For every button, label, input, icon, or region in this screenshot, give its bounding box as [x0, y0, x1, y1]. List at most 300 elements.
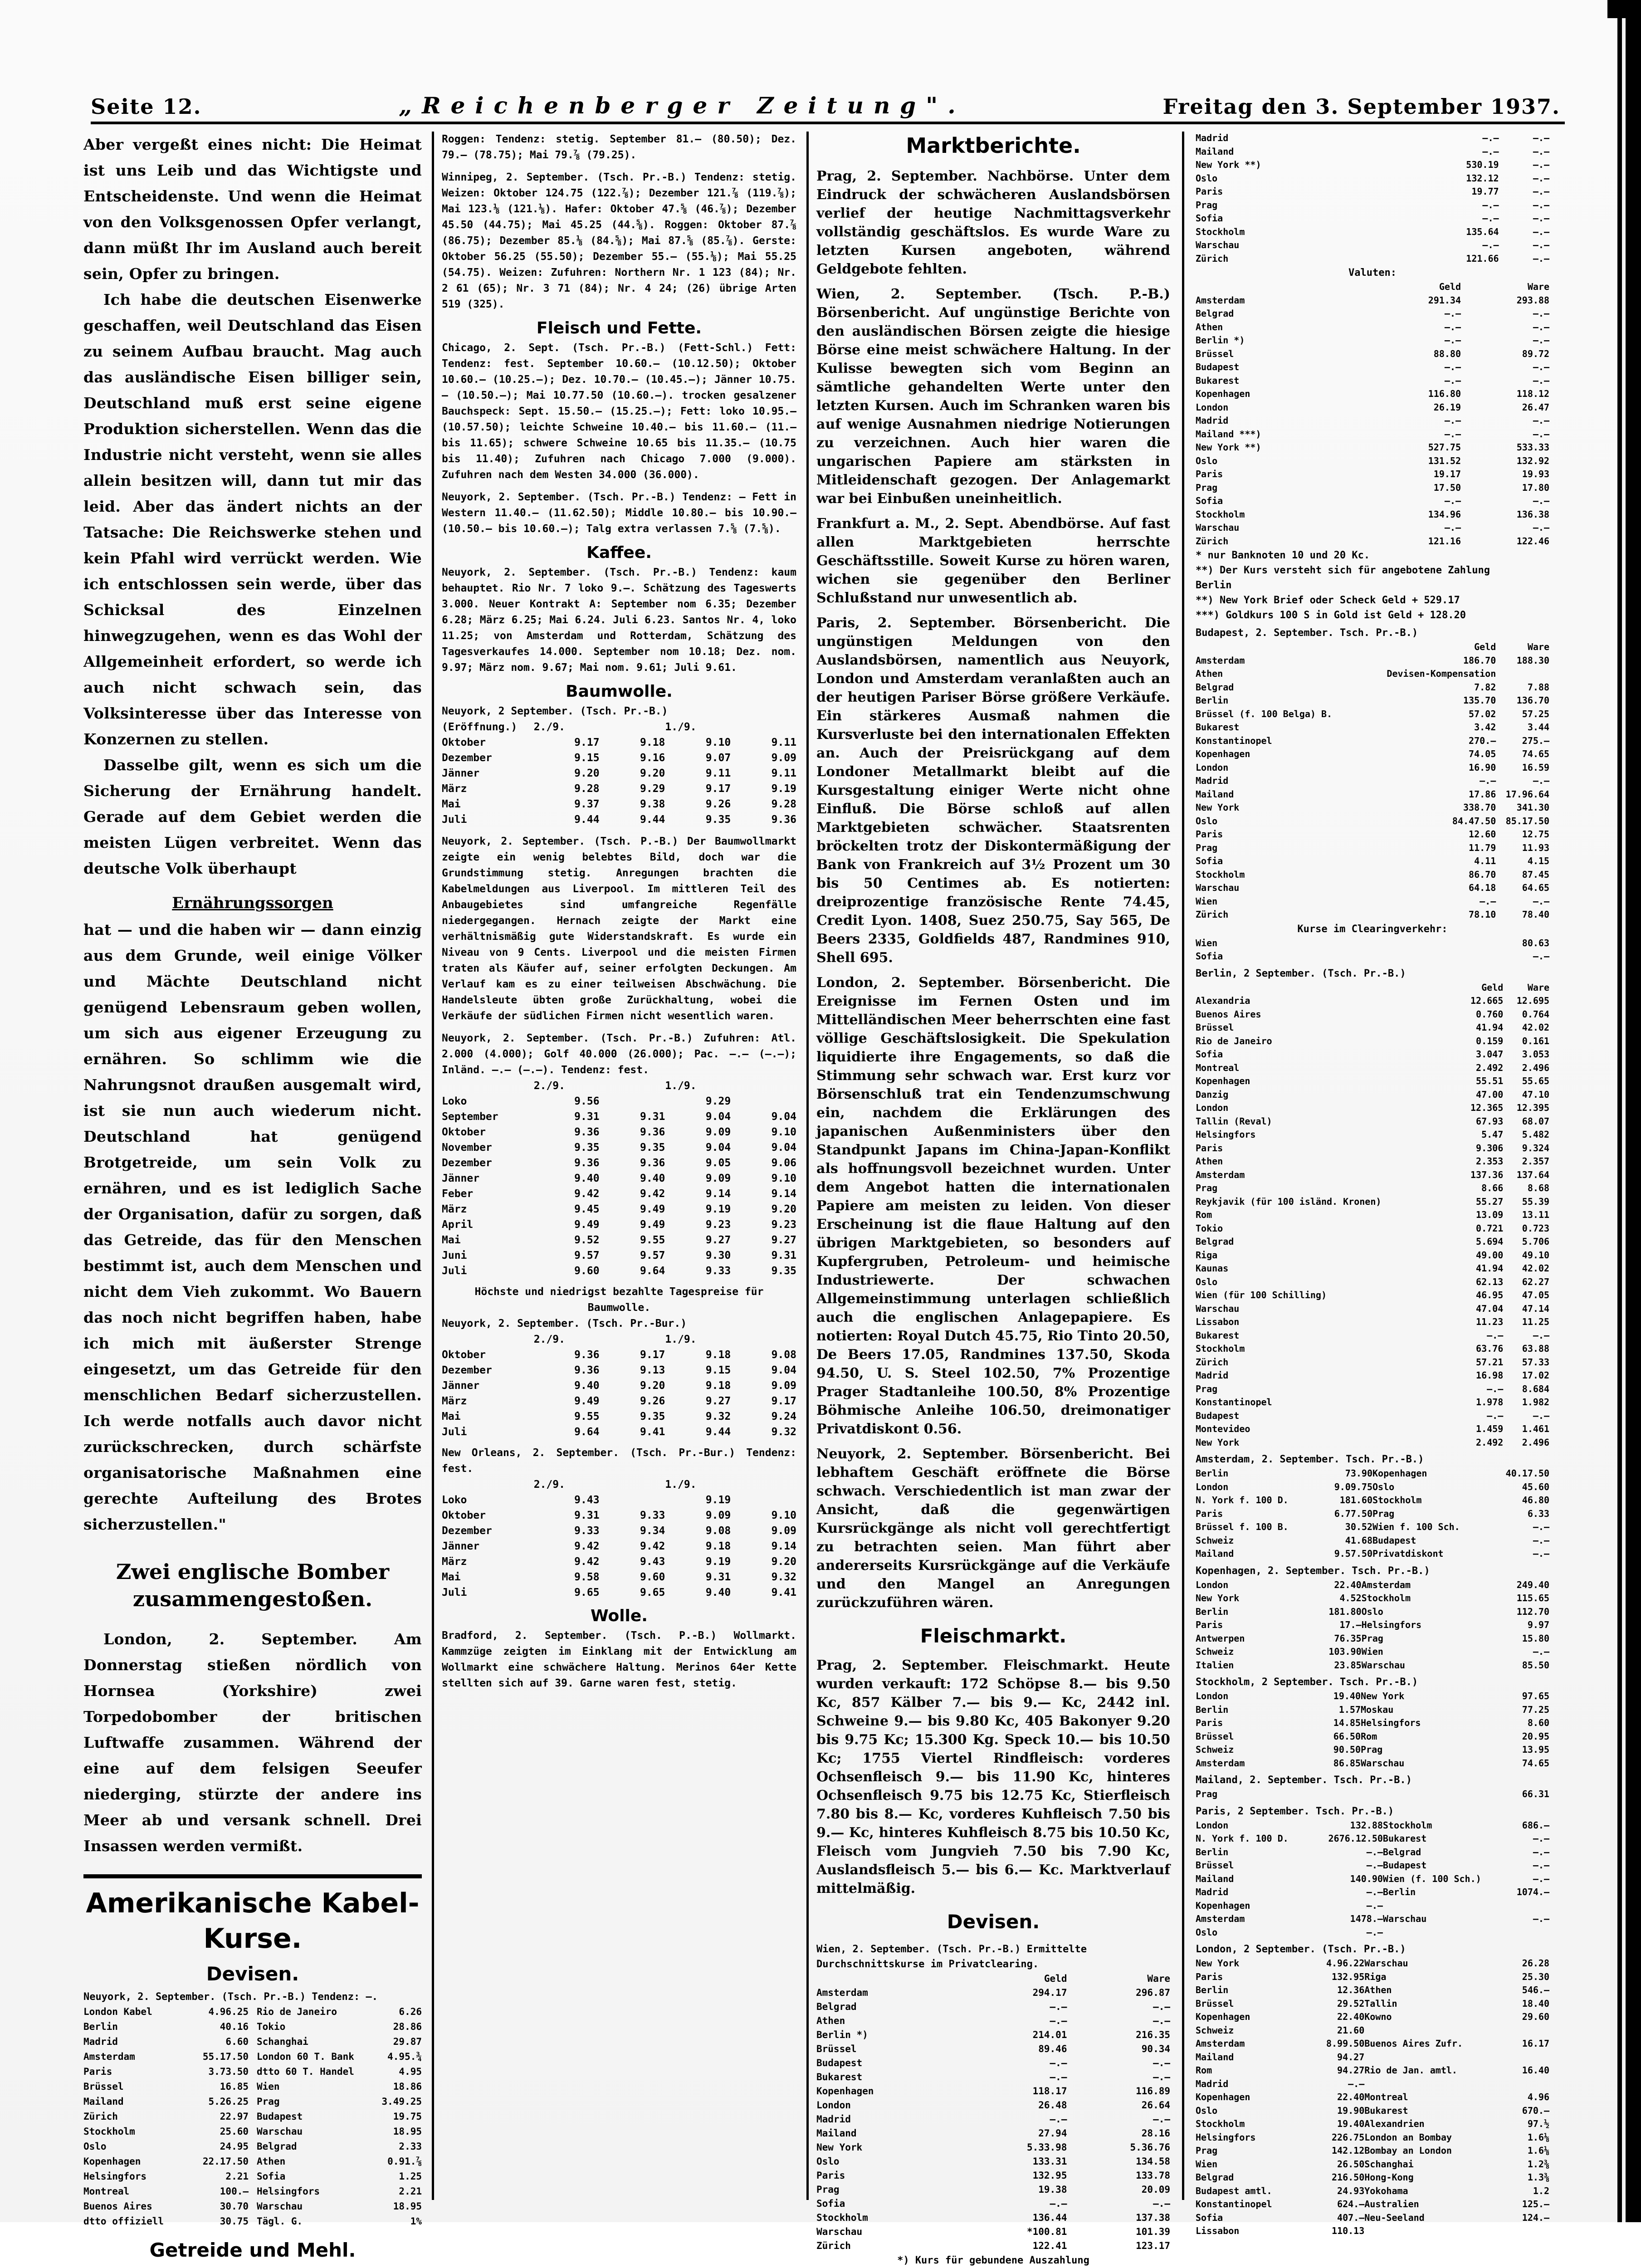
table-row	[1196, 347, 1549, 361]
rate-value: 12.60	[1363, 828, 1496, 841]
price-cell: 9.49	[534, 1217, 600, 1232]
rate-value: —.—	[1398, 199, 1499, 212]
rate-value: 19.38	[964, 2183, 1067, 2197]
rate-value: —.—	[1461, 494, 1549, 508]
table-row	[1196, 2037, 1549, 2051]
rate-value: 28.16	[1067, 2126, 1170, 2141]
currency-label: Stockholm	[1383, 1819, 1508, 1833]
column-1	[83, 132, 422, 2200]
rate-value: 85.50	[1483, 1659, 1549, 1672]
rate-value: —.—	[1372, 414, 1461, 428]
currency-label: Athen	[257, 2154, 285, 2169]
rate-value: 90.34	[1067, 2042, 1170, 2056]
rate-value: 275.—	[1496, 734, 1549, 748]
column-header	[1196, 981, 1457, 995]
currency-label: London Kabel	[83, 2004, 152, 2019]
currency-label: New York	[1196, 1436, 1457, 1450]
currency-label: Berlin	[1196, 1467, 1321, 1481]
currency-label: Schanghai	[257, 2034, 308, 2049]
currency-label: London	[1196, 1101, 1457, 1115]
table-row	[1196, 2198, 1549, 2211]
rate-value: 135.64	[1398, 225, 1499, 239]
rate-value: 19.17	[1372, 468, 1461, 481]
currency-label: Stockholm	[1372, 1494, 1490, 1507]
currency-label: Helsingfors	[83, 2169, 147, 2184]
rate-value: 16.98	[1457, 1369, 1504, 1383]
currency-label: Lissabon	[1196, 2224, 1308, 2238]
table-row	[1196, 1008, 1549, 1022]
contract-month: Juli	[442, 812, 534, 827]
masthead	[91, 78, 1560, 119]
rate-value: —.—	[1499, 132, 1549, 145]
contract-month: Juli	[442, 1424, 534, 1440]
column-header: 1./9.	[665, 1332, 731, 1347]
table-row	[1196, 1984, 1549, 1997]
currency-label: Paris	[1196, 468, 1372, 481]
table-row	[1196, 1659, 1549, 1672]
table-row	[442, 735, 796, 750]
table-row	[1196, 185, 1549, 199]
currency-label: Paris	[1196, 1618, 1295, 1632]
column-header	[731, 1477, 796, 1492]
column-header: 2./9.	[534, 1332, 600, 1347]
table-row	[1196, 1302, 1549, 1316]
table-row	[1196, 2211, 1549, 2225]
price-cell: 9.35	[600, 1140, 665, 1155]
currency-label: Madrid	[1196, 1369, 1457, 1383]
currency-label: Sofia	[257, 2169, 285, 2184]
currency-label	[1383, 1926, 1508, 1940]
currency-label: Bukarest	[1196, 374, 1372, 388]
table-row	[816, 2028, 1170, 2042]
table-row	[1196, 334, 1549, 347]
rate-entry	[257, 2064, 422, 2079]
rate-value: 0.764	[1503, 1008, 1549, 1022]
currency-label: Montevideo	[1196, 1422, 1457, 1436]
currency-label: Mailand	[1196, 788, 1363, 802]
rate-value: —.—	[1499, 239, 1549, 252]
currency-label: Rom	[1196, 1208, 1457, 1222]
price-cell: 9.15	[665, 1363, 731, 1378]
table-row	[1196, 908, 1549, 922]
price-cell: 9.40	[600, 1171, 665, 1186]
rate-value: 5.36.76	[1067, 2141, 1170, 2155]
rate-value: 12.36	[1308, 1984, 1364, 1997]
currency-label: Berlin	[1196, 694, 1363, 708]
price-cell: 9.28	[731, 797, 796, 812]
rate-value: 49.00	[1457, 1249, 1504, 1262]
currency-label: Berlin	[83, 2019, 118, 2034]
rate-value: —.—	[1372, 334, 1461, 347]
currency-label: Warschau	[1196, 239, 1398, 252]
rate-value: 6.60	[225, 2034, 249, 2049]
rate-value: 47.05	[1503, 1289, 1549, 1302]
table-row	[1196, 535, 1549, 548]
column-header: 2./9.	[534, 1477, 600, 1492]
rate-value: —.—	[1372, 950, 1549, 963]
rate-value: 1.459	[1457, 1422, 1504, 1436]
table-row	[1196, 1422, 1549, 1436]
price-cell: 9.10	[731, 1508, 796, 1523]
rate-value: —.—	[1457, 1329, 1504, 1343]
price-cell: 9.57	[600, 1248, 665, 1263]
rate-value: 15.80	[1483, 1632, 1549, 1646]
table-row	[1196, 1168, 1549, 1182]
table-row	[1196, 721, 1549, 734]
section-title: Amerikanische Kabel-Kurse.	[83, 1874, 422, 1956]
price-cell: 9.57	[534, 1248, 600, 1263]
price-cell: 9.35	[534, 1140, 600, 1155]
rate-value: —.—	[964, 2112, 1067, 2126]
rate-value: 0.760	[1457, 1008, 1504, 1022]
currency-label: Helsingfors	[1196, 1128, 1457, 1142]
table-row	[1196, 441, 1549, 455]
table-row	[1196, 1926, 1549, 1940]
table-row	[1196, 2091, 1549, 2104]
currency-label: Oslo	[1196, 815, 1363, 828]
rate-value: —.—	[1372, 374, 1461, 388]
price-cell: 9.35	[665, 812, 731, 827]
currency-label: Riga	[1196, 1249, 1457, 1262]
table-row	[1196, 145, 1549, 159]
rate-value: 24.95	[220, 2139, 249, 2154]
rate-value: 4.15	[1496, 855, 1549, 868]
rate-value: 55.51	[1457, 1075, 1504, 1088]
rate-value: —.—	[1372, 494, 1461, 508]
currency-label: Paris	[1196, 185, 1398, 199]
rate-value: 47.14	[1503, 1302, 1549, 1316]
rate-value: 16.17	[1509, 2037, 1549, 2051]
rate-value: 17.96.64	[1496, 788, 1549, 802]
rate-value: 136.44	[964, 2211, 1067, 2225]
rate-entry	[83, 2004, 249, 2019]
contract-month: Jänner	[442, 766, 534, 781]
table-row	[1196, 1520, 1549, 1534]
price-cell: 9.36	[534, 1347, 600, 1363]
table-row	[1196, 1494, 1549, 1507]
table-row	[1196, 401, 1549, 415]
price-cell: 9.49	[600, 1217, 665, 1232]
currency-label: London 60 T. Bank	[257, 2049, 354, 2064]
currency-label: Brüssel	[1196, 1021, 1457, 1035]
table-row	[816, 2126, 1170, 2141]
table-row	[1196, 1021, 1549, 1035]
price-cell: 9.04	[731, 1363, 796, 1378]
currency-label: Berlin	[1196, 1846, 1314, 1859]
table-row	[1196, 199, 1549, 212]
currency-label: Berlin	[1383, 1886, 1508, 1899]
currency-label: Berlin	[1196, 1605, 1295, 1619]
currency-label	[1364, 2224, 1509, 2238]
table-row	[442, 812, 796, 827]
rate-value: —.—	[1067, 2014, 1170, 2028]
rate-value: 1.6⅛	[1509, 2144, 1549, 2158]
currency-label: Kaunas	[1196, 1262, 1457, 1276]
currency-label: Zürich	[816, 2239, 964, 2253]
rate-value: 0.723	[1503, 1222, 1549, 1236]
table-header-row	[442, 1477, 796, 1492]
price-cell: 9.55	[600, 1232, 665, 1248]
rate-value: 64.65	[1496, 881, 1549, 895]
rate-value: 68.07	[1503, 1115, 1549, 1129]
rate-value: —.—	[1490, 1534, 1549, 1548]
table-row	[442, 1409, 796, 1424]
currency-label: Yokohama	[1364, 2185, 1509, 2198]
price-cell: 9.34	[600, 1523, 665, 1539]
rate-value: 8.99.50	[1308, 2037, 1364, 2051]
currency-label: Konstantinopel	[1196, 734, 1363, 748]
currency-label: London	[1196, 1690, 1302, 1703]
rate-entry	[257, 2124, 422, 2139]
rate-value: —.—	[1490, 1547, 1549, 1561]
price-cell: 9.41	[731, 1585, 796, 1600]
price-cell: 9.36	[731, 812, 796, 827]
currency-label: Warschau	[816, 2225, 964, 2239]
currency-label: Warschau	[1196, 881, 1363, 895]
currency-label: London	[1196, 1481, 1321, 1494]
price-cell: 9.19	[665, 1492, 731, 1508]
rate-value: 26.19	[1372, 401, 1461, 415]
contract-month: März	[442, 1554, 534, 1569]
price-cell: 9.04	[665, 1109, 731, 1124]
column-header	[442, 1078, 534, 1094]
rate-value: —.—	[1508, 1872, 1549, 1886]
currency-label: Mailand ***)	[1196, 428, 1372, 441]
currency-label: Wien f. 100 Sch.	[1372, 1520, 1490, 1534]
currency-label: Wien (f. 100 Sch.)	[1383, 1872, 1508, 1886]
rate-value: 55.39	[1503, 1195, 1549, 1209]
currency-label: Budapest	[1196, 1409, 1457, 1423]
table-row	[442, 1232, 796, 1248]
price-cell: 9.40	[534, 1378, 600, 1393]
currency-label: Sofia	[1196, 1048, 1457, 1061]
currency-label: Mailand	[816, 2126, 964, 2141]
rate-value: 291.34	[1372, 294, 1461, 308]
rate-value: 8.66	[1457, 1182, 1504, 1195]
price-cell: 9.10	[731, 1171, 796, 1186]
price-cell: 9.60	[600, 1569, 665, 1585]
table-row	[1196, 321, 1549, 334]
table-heading: Valuten:	[1196, 265, 1549, 280]
table-row	[1196, 468, 1549, 481]
currency-label: Zürich	[83, 2109, 118, 2124]
currency-label: Amsterdam	[83, 2049, 135, 2064]
table-row	[1196, 2010, 1549, 2024]
currency-label: Amsterdam	[1362, 1579, 1483, 1592]
column-header: Ware	[1503, 981, 1549, 995]
rate-value: 16.85	[220, 2079, 249, 2094]
price-cell: 9.64	[534, 1424, 600, 1440]
currency-label: Prag	[1361, 1743, 1490, 1757]
article-paragraph: Ich habe die deutschen Eisenwerke geschaffen, weil Deutschland das Eisen zu seinem Aufbau braucht. Mag auch das ausländische Eisen billiger sein, Deutschland muß erst seine eigene Produktion sicherstellen. Wenn das die Industrie nicht versteht, wenn sie alles allein besitzen will, dann tut mir das leid. Aber das ändert nichts an der Tatsache: Die Reichswerke stehen und kein Pfahl wird verrückt werden. Wie ich entschlossen sein werde, über das Schicksal des Einzelnen hinwegzugehen, wenn es das Wohl der Allgemeinheit erfordert, so werde ich auch nicht schwach sein, das Volksinteresse über das Interesse von Konzernen zu stellen.	[83, 287, 422, 752]
currency-label: Amsterdam	[816, 1986, 964, 2000]
market-report: Prag, 2. September. Nachbörse. Unter dem Eindruck der schwächeren Auslandsbörsen verlief der heutige Nachmittagsverkehr vollständig geschäftslos. Es wurde Ware zu letzten Kursen angeboten, während Geldgebote fehlten.	[816, 167, 1170, 279]
table-row	[816, 2239, 1170, 2253]
rate-value: 40.16	[220, 2019, 249, 2034]
currency-label: Rio de Janeiro	[257, 2004, 337, 2019]
rate-value: 1.2	[1509, 2185, 1549, 2198]
currency-label: Helsingfors	[1361, 1716, 1490, 1730]
currency-label: Oslo	[1196, 1276, 1457, 1289]
rate-value: —.—	[964, 2070, 1067, 2084]
currency-label: Stockholm	[1362, 1592, 1483, 1605]
table-row	[1196, 1618, 1549, 1632]
table-row	[1196, 654, 1549, 668]
rate-value: 3.42	[1363, 721, 1496, 734]
rate-value	[1509, 2051, 1549, 2064]
rate-value: 137.36	[1457, 1168, 1504, 1182]
price-cell: 9.17	[534, 735, 600, 750]
currency-label: Schweiz	[1196, 2024, 1308, 2038]
price-cell: 9.27	[665, 1232, 731, 1248]
price-cell: 9.56	[534, 1094, 600, 1109]
article-headline: Zwei englische Bomber zusammengestoßen.	[83, 1558, 422, 1613]
rate-value: 97.½	[1509, 2117, 1549, 2131]
table-header-row	[1196, 280, 1549, 294]
column-header	[600, 1477, 665, 1492]
currency-label: Rom	[1361, 1730, 1490, 1744]
column-header: (Eröffnung.)	[442, 719, 534, 735]
rate-value: 80.63	[1372, 937, 1549, 950]
currency-label: Kopenhagen	[1196, 2091, 1308, 2104]
rate-value: —.—	[1372, 521, 1461, 535]
currency-label	[1364, 2051, 1509, 2064]
price-cell: 9.64	[600, 1263, 665, 1279]
rate-value: 74.05	[1363, 748, 1496, 761]
table-row	[1196, 1859, 1549, 1872]
currency-label: Belgrad	[1196, 2171, 1308, 2185]
currency-label: Tokio	[257, 2019, 285, 2034]
masthead-rule	[91, 122, 1565, 124]
price-cell: 9.44	[665, 1424, 731, 1440]
rate-value: 2.492	[1457, 1061, 1504, 1075]
currency-label: Belgrad	[816, 2000, 964, 2014]
currency-label: Paris	[1196, 1970, 1308, 1984]
price-cell: 9.20	[600, 766, 665, 781]
price-cell: 9.40	[534, 1171, 600, 1186]
column-header	[731, 1332, 796, 1347]
market-report: Neuyork, 2. September. (Tsch. P.-B.) Der Baumwollmarkt zeigte ein wenig belebtes Bild, doch war die Grundstimmung stetig. Anregungen brachten die Kabelmeldungen aus Liverpool. Im mittleren Teil des Anbaugebietes sind umfangreiche Regenfälle niedergegangen. Hernach zeigte der Markt eine verhältnismäßig gute Widerstandskraft. Es wurde ein Niveau von 9 Cents. Liverpool und die meisten Firmen traten als Käufer auf, seiner erfolgten Deckungen. Am Verlauf kam es zu einer teilweisen Abschwächung. Die Handelsleute übten große Zurückhaltung, wobei die Verkäufe der südlichen Firmen nicht wesentlich waren.	[442, 834, 796, 1024]
table-row	[816, 2211, 1170, 2225]
contract-month: Mai	[442, 1409, 534, 1424]
currency-label: Mailand	[1196, 1872, 1314, 1886]
table-row	[1196, 1757, 1549, 1770]
rate-value: 26.64	[1067, 2098, 1170, 2112]
currency-label: Zürich	[1196, 1356, 1457, 1369]
currency-label: Paris	[1196, 1716, 1302, 1730]
price-cell: 9.31	[600, 1109, 665, 1124]
rate-entry	[257, 2199, 422, 2214]
rate-value: —.—	[1499, 158, 1549, 172]
table-row	[442, 1569, 796, 1585]
rate-value: 26.48	[964, 2098, 1067, 2112]
section-title: Baumwolle.	[442, 682, 796, 701]
price-cell: 9.52	[534, 1232, 600, 1248]
currency-label: Kopenhagen	[1196, 1075, 1457, 1088]
price-cell: 9.18	[600, 735, 665, 750]
rate-value: 124.—	[1509, 2211, 1549, 2225]
rate-value: 2.33	[399, 2139, 422, 2154]
rate-value: —.—	[1398, 145, 1499, 159]
currency-label: Prag	[1196, 1383, 1457, 1396]
rate-value: 123.17	[1067, 2239, 1170, 2253]
currency-label: Neu-Seeland	[1364, 2211, 1509, 2225]
rate-value: 94.27	[1308, 2051, 1364, 2064]
rate-value: 214.01	[964, 2028, 1067, 2042]
rate-value: 188.30	[1496, 654, 1549, 668]
rate-value: —.—	[964, 2056, 1067, 2070]
rate-entry	[83, 2049, 249, 2064]
rate-value: 530.19	[1398, 158, 1499, 172]
table-row	[1196, 1342, 1549, 1356]
table-row	[1196, 2024, 1549, 2038]
table-row	[1196, 1730, 1549, 1744]
rate-value: 135.70	[1363, 694, 1496, 708]
table-row	[1196, 681, 1549, 694]
currency-label: Bukarest	[1196, 1329, 1457, 1343]
table-row	[1196, 667, 1549, 681]
column-2	[442, 132, 796, 2200]
currency-label: New York **)	[1196, 441, 1372, 455]
column-header: 1./9.	[665, 1078, 731, 1094]
rate-value: 12.395	[1503, 1101, 1549, 1115]
currency-label: Belgrad	[1196, 307, 1372, 321]
market-dateline: Amsterdam, 2. September. Tsch. Pr.-B.)	[1196, 1452, 1549, 1467]
rates-table	[1196, 132, 1549, 265]
table-row	[816, 2183, 1170, 2197]
table-row	[1196, 414, 1549, 428]
table-footnote: *) Kurs für gebundene Auszahlung	[816, 2253, 1170, 2268]
table-row	[442, 1186, 796, 1202]
rate-value: 3.73.50	[208, 2064, 249, 2079]
rate-value: 64.18	[1363, 881, 1496, 895]
rate-value: 57.21	[1457, 1356, 1504, 1369]
currency-label: Montreal	[1364, 2091, 1509, 2104]
table-row	[1196, 1703, 1549, 1717]
table-row	[1196, 2185, 1549, 2198]
currency-label: Madrid	[1196, 132, 1398, 145]
rate-value: 11.23	[1457, 1315, 1504, 1329]
rate-value: 112.70	[1483, 1605, 1549, 1619]
contract-month: Oktober	[442, 1508, 534, 1523]
currency-label: dtto offiziell	[83, 2214, 164, 2229]
currency-label: Budapest amtl.	[1196, 2185, 1308, 2198]
table-row	[1196, 1048, 1549, 1061]
currency-label: Stockholm	[1196, 868, 1363, 882]
article-paragraph: hat — und die haben wir — dann einzig aus dem Grunde, weil einige Völker und Mächte Deutschland nicht genügend Lebensraum geben wollen, um sich aus eigener Erzeugung zu ernähren. So schlimm wie die Nahrungsnot draußen ausgemalt wird, ist sie nun auch wiederum nicht. Deutschland hat genügend Brotgetreide, um sein Volk zu ernähren, und es ist lediglich Sache der Organisation, dafür zu sorgen, daß das Getreide, das für den Menschen bestimmt ist, auch dem Menschen und nicht dem Vieh zukommt. Wo Bauern das noch nicht begriffen haben, habe ich mich mit äußerster Strenge eingesetzt, um das Getreide für den menschlichen Bedarf sicherzustellen. Ich werde notfalls auch davor nicht zurückschrecken, durch schärfste organisatorische Maßnahmen eine gerechte Aufteilung des Brotes sicherzustellen."	[83, 917, 422, 1537]
rate-value: 1.3⅜	[1509, 2171, 1549, 2185]
rate-value: —.—	[1372, 361, 1461, 374]
rate-value: 57.33	[1503, 1356, 1549, 1369]
rate-value: —.—	[1308, 2077, 1364, 2091]
rate-value: 57.02	[1363, 708, 1496, 721]
price-cell: 9.20	[534, 766, 600, 781]
market-dateline: Kopenhagen, 2. September. Tsch. Pr.-B.)	[1196, 1564, 1549, 1579]
table-row	[1196, 881, 1549, 895]
section-title: Devisen.	[816, 1909, 1170, 1933]
table-row	[816, 2112, 1170, 2126]
rate-value: 4.95	[399, 2064, 422, 2079]
issue-date: Freitag den 3. September 1937.	[1162, 94, 1560, 119]
currency-label: Tallin	[1364, 1997, 1509, 2011]
rate-value: —.—	[1461, 414, 1549, 428]
rate-value: 55.17.50	[203, 2049, 249, 2064]
rate-value: 131.52	[1372, 455, 1461, 468]
section-subtitle: Getreide und Mehl.	[83, 2239, 422, 2261]
currency-label: Athen	[1196, 667, 1363, 681]
price-cell: 9.37	[534, 797, 600, 812]
table-row	[1196, 1832, 1549, 1846]
